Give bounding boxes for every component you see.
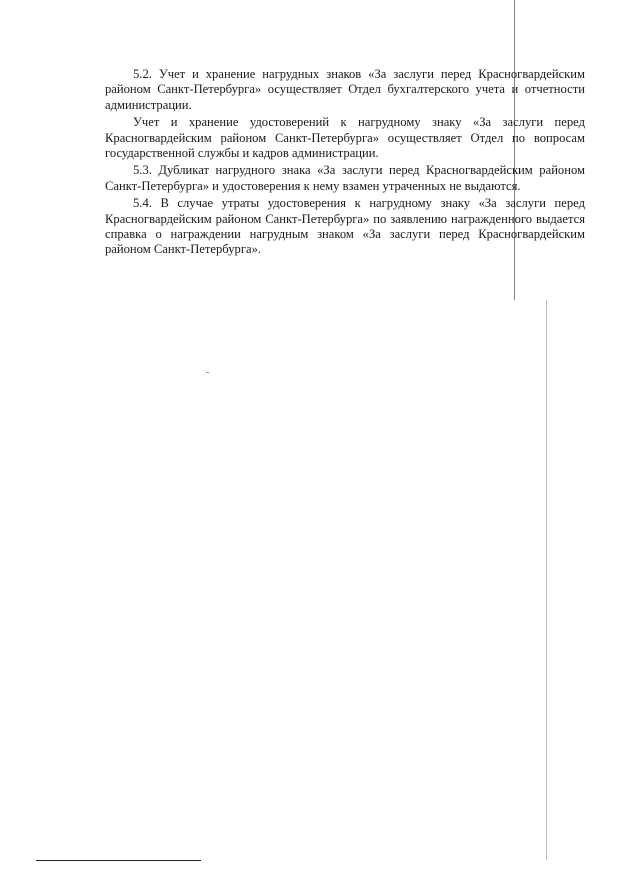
scan-speck (206, 372, 209, 373)
paragraph-5-3: 5.3. Дубликат нагрудного знака «За заслуги перед Красногвардейским районом Санкт-Петербурга» и удостоверения к нему взамен утраченных не выдаются. (105, 163, 585, 193)
paragraph-5-2-continued: Учет и хранение удостоверений к нагрудному знаку «За заслуги перед Красногвардейским районом Санкт-Петербурга» осуществляет Отдел по вопросам государственной службы и кадров администрации. (105, 115, 585, 161)
scan-artifact-line-lower (546, 300, 547, 860)
footnote-rule (36, 860, 201, 861)
document-body (105, 67, 585, 260)
paragraph-5-4: 5.4. В случае утраты удостоверения к нагрудному знаку «За заслуги перед Красногвардейским районом Санкт-Петербурга» по заявлению награжденного выдается справка о награждении нагрудным знаком «За заслуги перед Красногвардейским районом Санкт-Петербурга». (105, 196, 585, 257)
paragraph-5-2: 5.2. Учет и хранение нагрудных знаков «За заслуги перед Красногвардейским районом Санкт-Петербурга» осуществляет Отдел бухгалтерского учета и отчетности администрации. (105, 67, 585, 112)
